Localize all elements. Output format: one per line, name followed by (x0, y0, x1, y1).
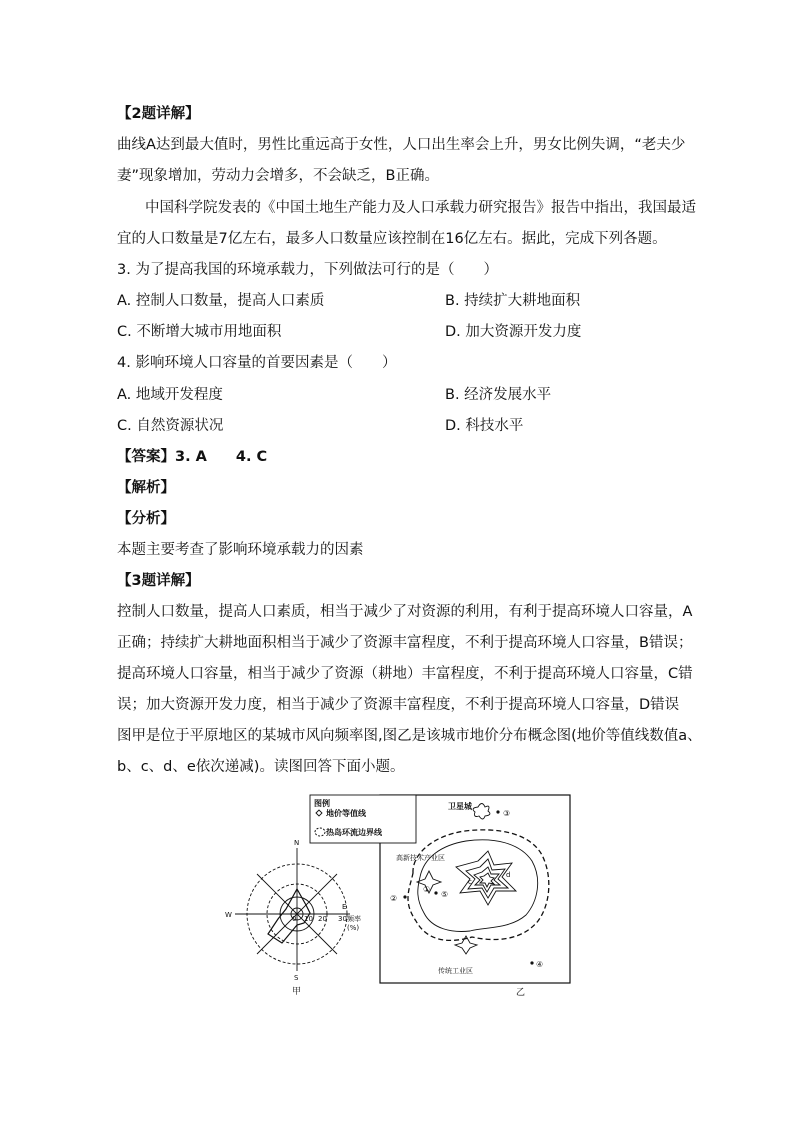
paragraph-line: 妻”现象增加，劳动力会增多，不会缺乏，B正确。 (117, 168, 439, 184)
option-3c: C. 不断增大城市用地面积 (117, 324, 282, 340)
option-4a: A. 地域开发程度 (117, 387, 223, 403)
option-4d: D. 科技水平 (445, 418, 524, 434)
label-e: E (342, 903, 347, 911)
hitech-zone-label: 高新技术产业区 (396, 854, 445, 862)
paragraph-line: 图甲是位于平原地区的某城市风向频率图,图乙是该城市地价分布概念图(地价等值线数值a、 (117, 728, 702, 744)
unit-label: 频率 (347, 915, 361, 923)
paragraph-line: 曲线A达到最大值时，男性比重远高于女性，人口出生率会上升，男女比例失调，“老夫少 (117, 137, 686, 153)
figure-jia-yi (220, 793, 580, 1003)
label-w: W (225, 911, 232, 919)
satellite-city-label: 卫星城 (448, 802, 472, 811)
paragraph-line: b、c、d、e依次递减)。读图回答下面小题。 (117, 759, 405, 775)
wind-rose-diagram (235, 848, 350, 971)
tick-10: 10 (304, 915, 313, 923)
section-heading-q2-detail: 【2题详解】 (117, 106, 200, 122)
land-value-map (310, 795, 570, 998)
paragraph-line: 误；加大资源开发力度，相当于减少了资源丰富程度，不利于提高环境人口容量，D错误 (117, 697, 680, 713)
marker-5: ⑤ (441, 890, 449, 899)
option-4b: B. 经济发展水平 (445, 387, 552, 403)
unit-percent: (%) (347, 924, 360, 932)
marker-4: ④ (536, 960, 544, 969)
marker-dot (496, 810, 499, 813)
tick-20: 20 (318, 915, 327, 923)
option-3b: B. 持续扩大耕地面积 (445, 293, 581, 309)
marker-dot (403, 895, 406, 898)
traditional-zone-label: 传统工业区 (438, 967, 473, 975)
label-s: S (294, 974, 299, 982)
figure-svg (220, 793, 580, 1003)
contour-label-d: d (506, 871, 511, 879)
satellite-city-contour (473, 804, 490, 820)
paragraph-line: 本题主要考查了影响环境承载力的因素 (117, 542, 364, 558)
answer-line: 【答案】3. A 4. C (117, 449, 268, 465)
paragraph-line: 正确；持续扩大耕地面积相当于减少了资源丰富程度，不利于提高环境人口容量，B错误； (117, 635, 693, 651)
paragraph-line: 提高环境人口容量，相当于减少了资源（耕地）丰富程度，不利于提高环境人口容量，C错 (117, 666, 693, 682)
marker-2: ② (390, 894, 398, 903)
section-heading-analysis: 【解析】 (117, 480, 175, 496)
marker-1: ① (423, 885, 431, 894)
marker-dot (434, 891, 437, 894)
option-4c: C. 自然资源状况 (117, 418, 224, 434)
tick-30: 30 (338, 915, 347, 923)
section-heading-q3-detail: 【3题详解】 (117, 573, 200, 589)
caption-jia: 甲 (292, 987, 302, 997)
paragraph-line: 宜的人口数量是7亿左右，最多人口数量应该控制在16亿左右。据此，完成下列各题。 (117, 231, 667, 247)
label-n: N (294, 839, 300, 847)
option-3a: A. 控制人口数量，提高人口素质 (117, 293, 325, 309)
question-4: 4. 影响环境人口容量的首要因素是（ ） (117, 355, 397, 371)
paragraph-line: 中国科学院发表的《中国土地生产能力及人口承载力研究报告》报告中指出，我国最适 (145, 200, 696, 216)
option-3d: D. 加大资源开发力度 (445, 324, 582, 340)
contour-label-c: c (468, 878, 472, 886)
tick-0: 0 (292, 915, 297, 923)
caption-yi: 乙 (516, 988, 526, 998)
marker-dot (530, 961, 533, 964)
legend-item-contour: 地价等值线 (326, 809, 366, 818)
section-heading-fenxi: 【分析】 (117, 511, 175, 527)
marker-3: ③ (503, 809, 511, 818)
wind-rose-labels (225, 839, 361, 997)
legend-title: 图例 (314, 799, 330, 808)
question-3: 3. 为了提高我国的环境承载力，下列做法可行的是（ ） (117, 262, 498, 278)
paragraph-line: 控制人口数量，提高人口素质，相当于减少了对资源的利用，有利于提高环境人口容量，A (117, 604, 693, 620)
legend-item-heat-island: 热岛环流边界线 (326, 828, 382, 837)
